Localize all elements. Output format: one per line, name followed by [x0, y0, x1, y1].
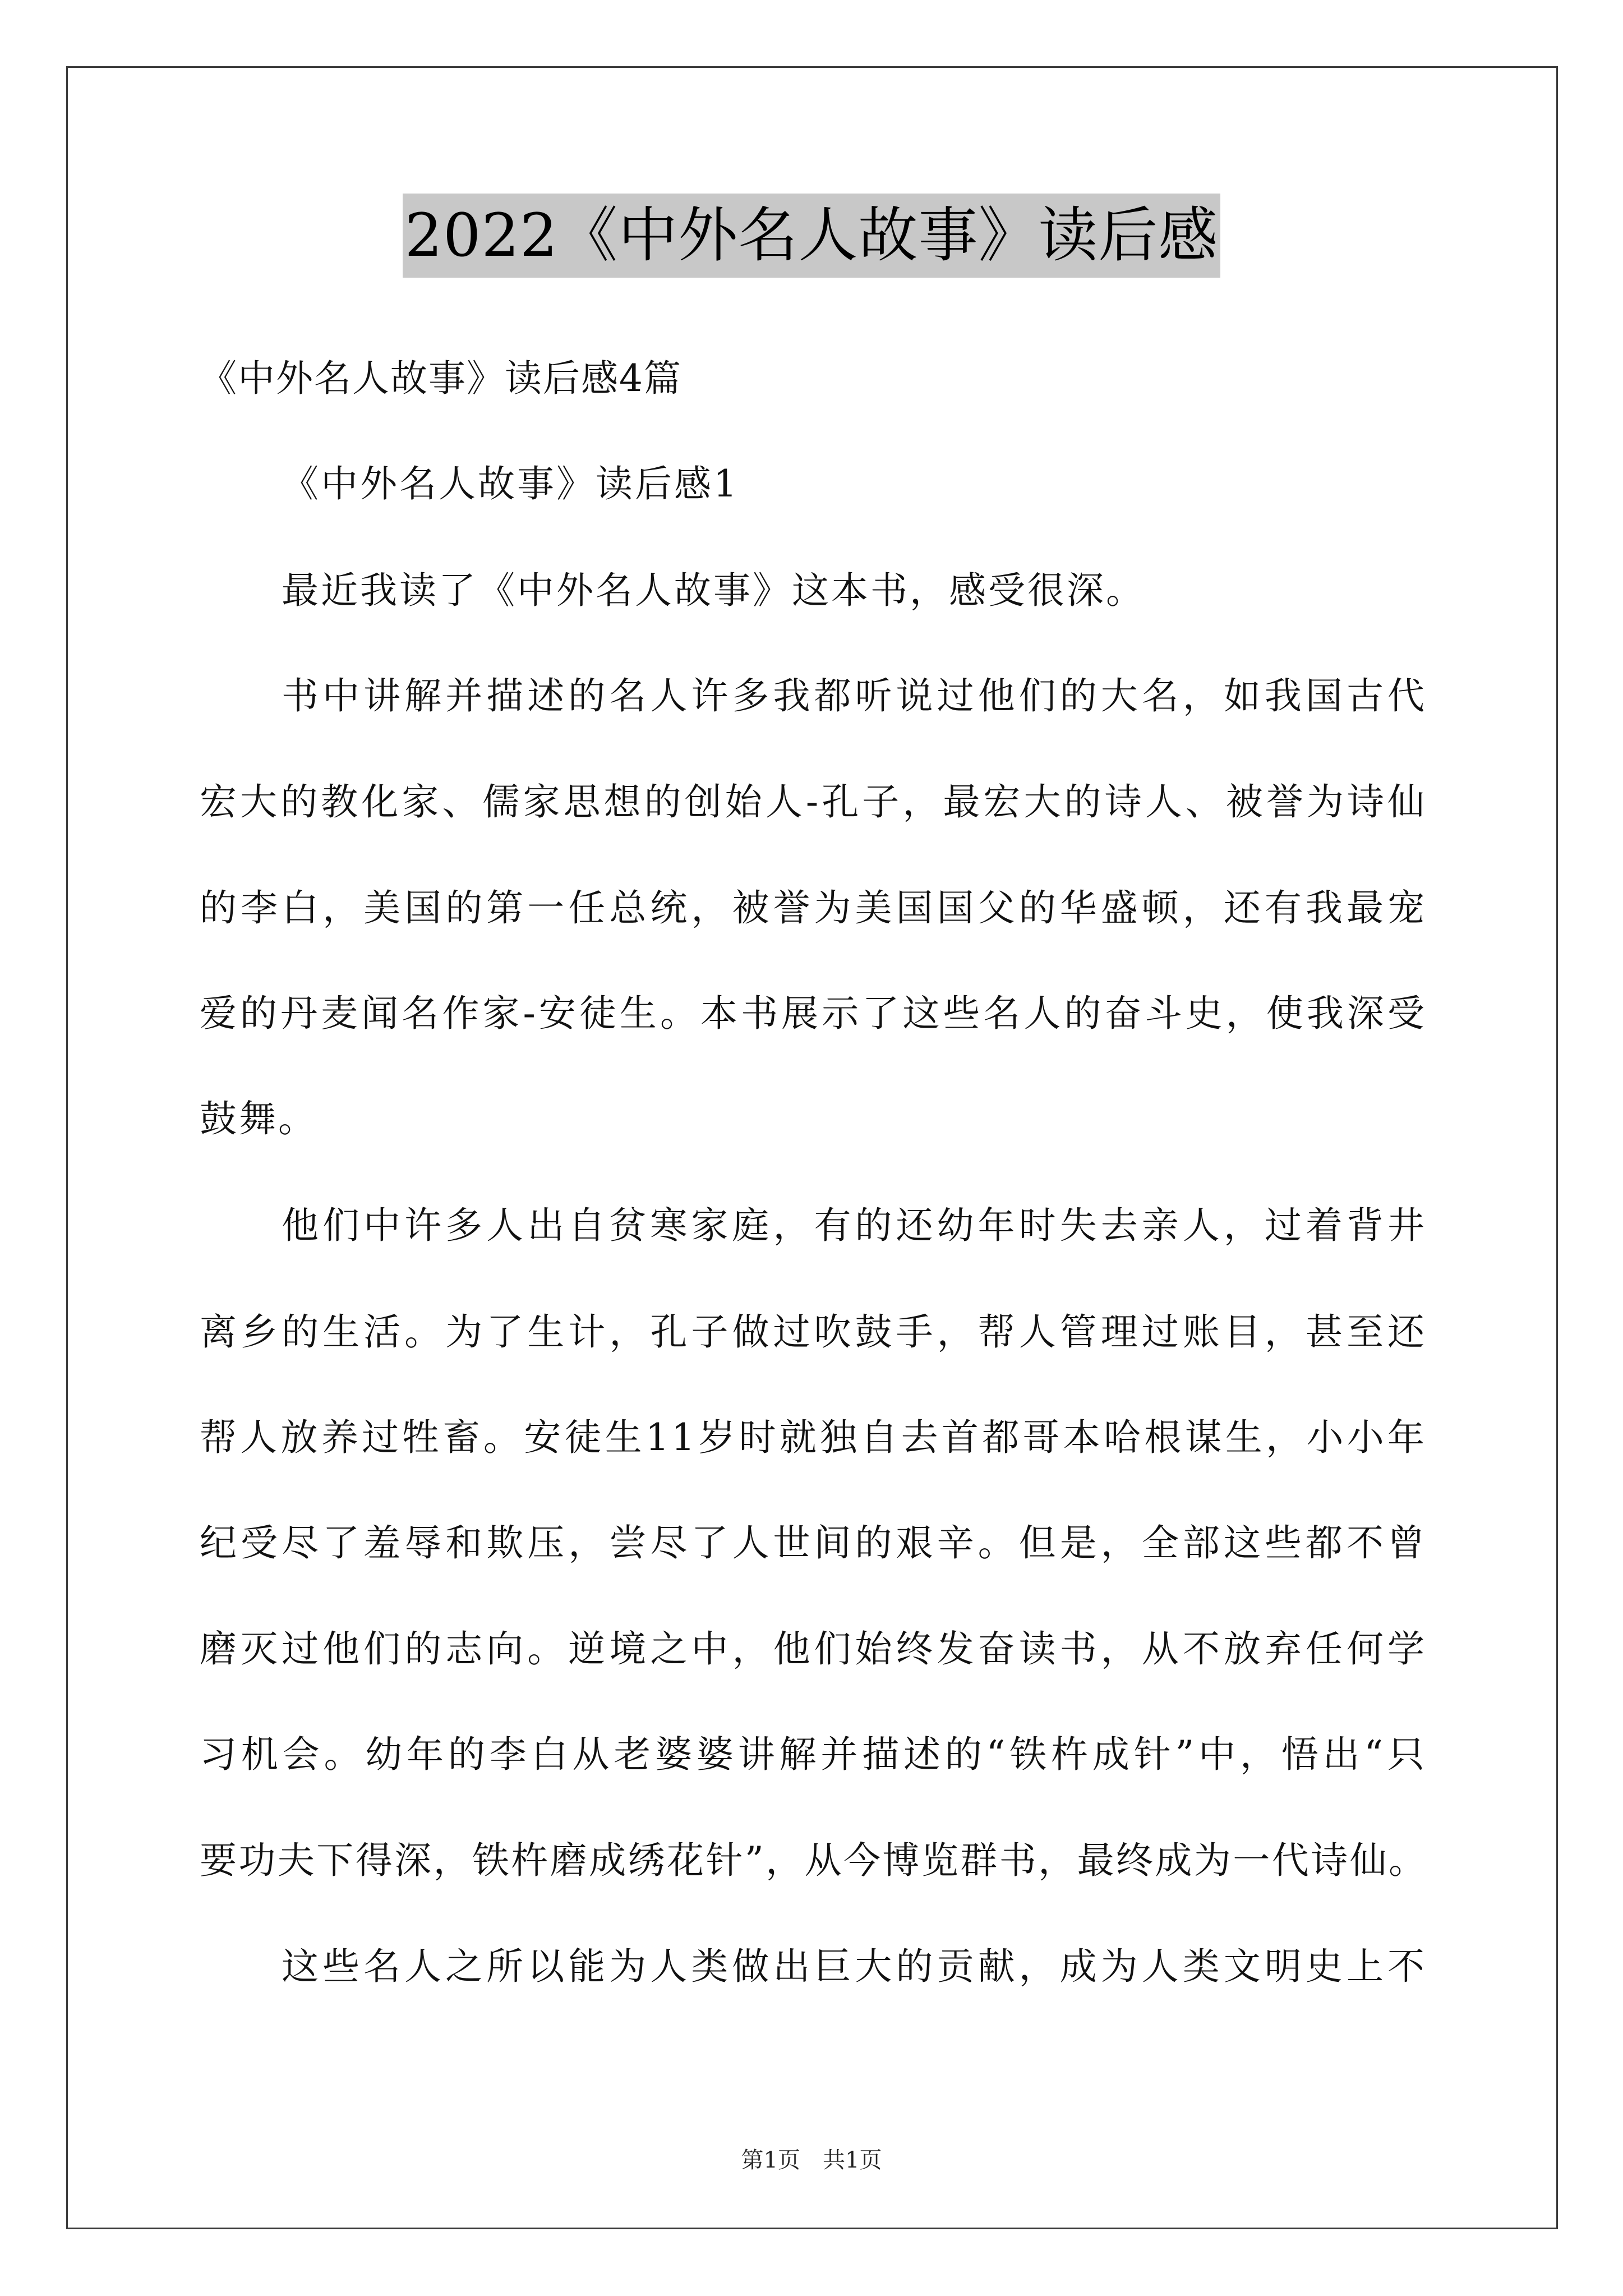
- title-container: [0, 194, 1623, 278]
- document-subtitle: 《中外名人故事》读后感4篇: [200, 357, 682, 400]
- body-line: 磨灭过他们的志向。逆境之中，他们始终发奋读书，从不放弃任何学: [200, 1627, 1427, 1671]
- body-line: 鼓舞。: [200, 1097, 317, 1140]
- document-title: 2022《中外名人故事》读后感: [403, 194, 1221, 278]
- body-line: 爱的丹麦闻名作家-安徒生。本书展示了这些名人的奋斗史，使我深受: [200, 992, 1427, 1035]
- body-line: 这些名人之所以能为人类做出巨大的贡献，成为人类文明史上不: [282, 1945, 1427, 1988]
- body-line: 离乡的生活。为了生计，孔子做过吹鼓手，帮人管理过账目，甚至还: [200, 1310, 1427, 1354]
- body-line: 宏大的教化家、儒家思想的创始人-孔子，最宏大的诗人、被誉为诗仙: [200, 780, 1427, 823]
- body-line: 纪受尽了羞辱和欺压，尝尽了人世间的艰辛。但是，全部这些都不曾: [200, 1521, 1427, 1565]
- body-line: 书中讲解并描述的名人许多我都听说过他们的大名，如我国古代: [282, 674, 1427, 717]
- page-footer: 第1页 共1页: [741, 2147, 882, 2173]
- section-heading: 《中外名人故事》读后感1: [282, 462, 739, 505]
- body-line: 的李白，美国的第一任总统，被誉为美国国父的华盛顿，还有我最宠: [200, 886, 1427, 930]
- body-line: 要功夫下得深，铁杵磨成绣花针”，从今博览群书，最终成为一代诗仙。: [200, 1839, 1427, 1882]
- body-line: 习机会。幼年的李白从老婆婆讲解并描述的“铁杵成针”中，悟出“只: [200, 1733, 1427, 1776]
- body-line: 帮人放养过牲畜。安徒生11岁时就独自去首都哥本哈根谋生，小小年: [200, 1416, 1427, 1459]
- body-line: 最近我读了《中外名人故事》这本书，感受很深。: [282, 569, 1145, 612]
- body-line: 他们中许多人出自贫寒家庭，有的还幼年时失去亲人，过着背井: [282, 1204, 1427, 1247]
